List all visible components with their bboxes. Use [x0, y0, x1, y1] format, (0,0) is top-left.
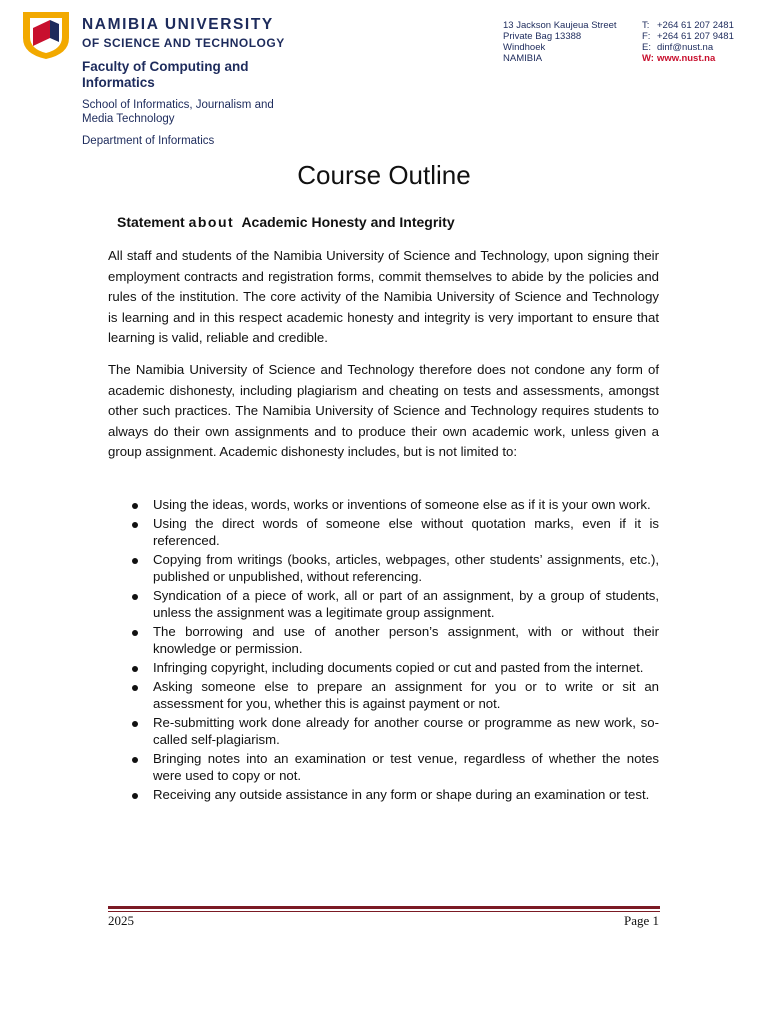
list-item: [108, 551, 659, 585]
list-item: [108, 623, 659, 657]
bullet-icon: [132, 522, 138, 528]
bullet-icon: [132, 721, 138, 727]
telephone-line: [642, 20, 734, 31]
school-name: School of Informatics, Journalism and Media Technology: [82, 99, 274, 125]
footer-year: 2025: [108, 913, 134, 928]
fax-line: [642, 31, 734, 42]
website-line: [642, 53, 734, 64]
list-item-text: Infringing copyright, including documents copied or cut and pasted from the internet.: [153, 659, 644, 675]
heading-part: Academic Honesty and Integrity: [234, 214, 455, 230]
bullet-icon: [132, 594, 138, 600]
bullet-icon: [132, 503, 138, 509]
list-item: [108, 587, 659, 621]
list-item: [108, 496, 659, 513]
page-number: Page 1: [623, 913, 659, 928]
paragraph: The Namibia University of Science and Technology therefore does not condone any form of academic dishonesty, including plagiarism and cheating on tests and assessments, amongst other such practices. The Namibia University of Science and Technology requires students to always do their own assignments and to produce their own academic work, unless given a group assignment. Academic dishonesty includes, but is not limited to:: [108, 362, 659, 460]
bullet-icon: [132, 630, 138, 636]
bullet-icon: [132, 558, 138, 564]
list-item: [108, 786, 659, 803]
faculty-name: Faculty of Computing and Informatics: [82, 59, 249, 90]
postal-address: [503, 20, 617, 64]
list-item-text: Using the direct words of someone else without quotation marks, even if it is referenced.: [153, 515, 659, 548]
bullet-icon: [132, 793, 138, 799]
fax-label: F:: [642, 31, 651, 42]
address-line: 13 Jackson Kaujeua Street: [503, 20, 617, 31]
telephone-label: T:: [642, 20, 650, 31]
section-heading: [117, 214, 455, 230]
telephone-value: +264 61 207 2481: [657, 20, 734, 31]
list-item-text: Syndication of a piece of work, all or part of an assignment, by a group of students, unless the assignment was a legitimate group assignment.: [153, 587, 659, 620]
bullet-icon: [132, 757, 138, 763]
email-line: [642, 42, 734, 53]
contact-details: [642, 20, 734, 64]
heading-part: Statement: [117, 214, 189, 230]
bullet-icon: [132, 685, 138, 691]
address-line: NAMIBIA: [503, 53, 543, 64]
university-name-line2: OF SCIENCE AND TECHNOLOGY: [82, 36, 285, 50]
letterhead: [0, 0, 768, 160]
address-line: Windhoek: [503, 42, 546, 53]
document-title: Course Outline: [297, 160, 471, 190]
list-item-text: Using the ideas, words, works or inventions of someone else as if it is your own work.: [153, 497, 651, 512]
bullet-icon: [132, 666, 138, 672]
list-item-text: Copying from writings (books, articles, webpages, other students’ assignments, etc.), published or unpublished, without referencing.: [153, 551, 659, 584]
university-name-line1: NAMIBIA UNIVERSITY: [82, 16, 274, 33]
heading-part: about: [188, 214, 235, 230]
list-item-text: Asking someone else to prepare an assignment for you or to write or sit an assessment for you, whether this is against payment or not.: [153, 678, 659, 711]
email-label: E:: [642, 42, 651, 53]
list-item: [108, 750, 659, 784]
list-item: [108, 678, 659, 712]
footer-divider: [108, 906, 660, 912]
address-line: Private Bag 13388: [503, 31, 582, 42]
list-item: [108, 515, 659, 549]
fax-value: +264 61 207 9481: [657, 31, 734, 42]
list-item-text: Receiving any outside assistance in any form or shape during an examination or test.: [153, 786, 650, 802]
dishonesty-list: [108, 496, 659, 804]
email-link[interactable]: dinf@nust.na: [657, 42, 714, 53]
footer-divider-thin: [108, 911, 660, 912]
list-item-text: The borrowing and use of another person’s assignment, with or without their knowledge or permission.: [153, 623, 659, 656]
university-shield-logo-icon: [20, 10, 72, 60]
paragraph: All staff and students of the Namibia University of Science and Technology, upon signing their employment contracts and registration forms, commit themselves to abide by the policies and rules of the institution. The core activity of the Namibia University of Science and Technology is learning and in this respect academic honesty and integrity is very important to ensure that learning is valid, reliable and credible.: [108, 248, 659, 346]
website-link[interactable]: www.nust.na: [657, 53, 716, 64]
website-label: W:: [642, 53, 654, 64]
list-item-text: Re-submitting work done already for another course or programme as new work, so-called self-plagiarism.: [153, 714, 659, 747]
footer-divider-thick: [108, 906, 660, 909]
list-item: [108, 714, 659, 748]
list-item: [108, 659, 659, 676]
list-item-text: Bringing notes into an examination or test venue, regardless of whether the notes were used to copy or not.: [153, 750, 659, 783]
department-name: Department of Informatics: [82, 135, 215, 147]
